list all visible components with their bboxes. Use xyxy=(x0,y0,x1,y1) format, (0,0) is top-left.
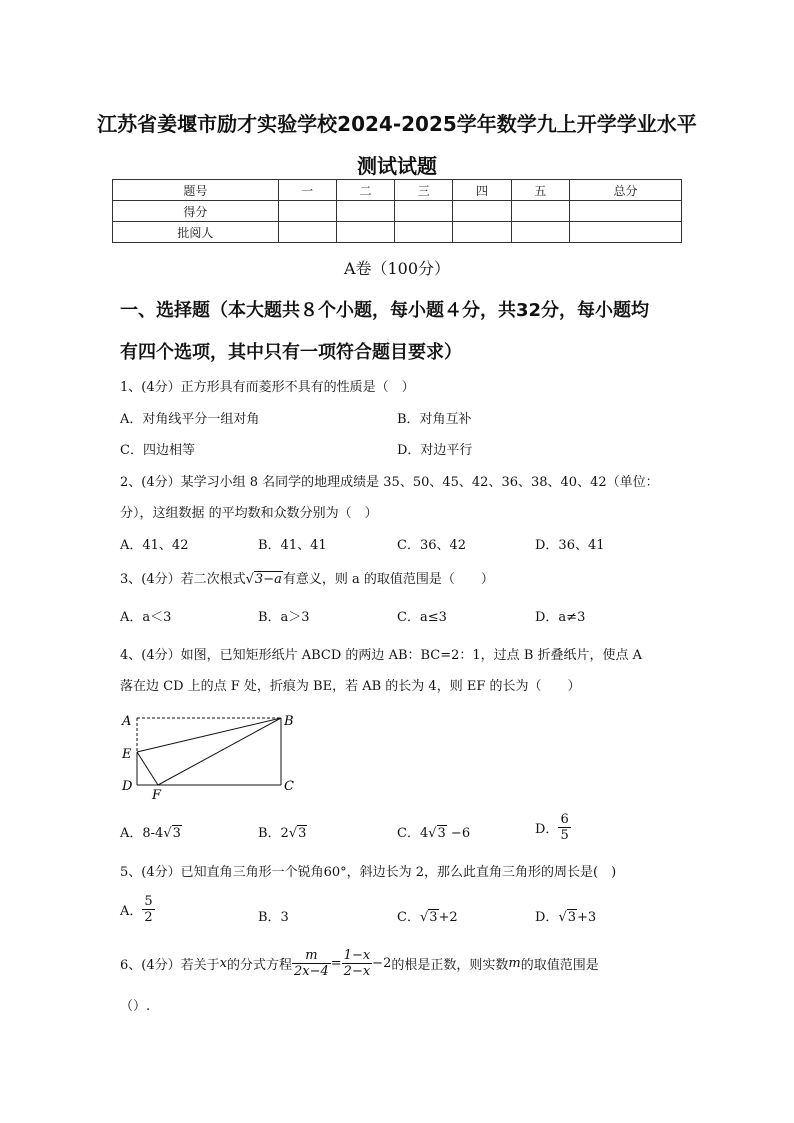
sqrt-symbol: √ xyxy=(558,910,567,925)
score-table-cell xyxy=(278,201,336,222)
q6-stem xyxy=(120,948,599,979)
q2-option-a: A．41、42 xyxy=(120,538,189,553)
q1-stem: 1、(4分）正方形具有而菱形不具有的性质是（ ） xyxy=(120,380,415,395)
q5-a-fraction xyxy=(142,894,154,925)
score-table-cell xyxy=(395,222,453,243)
q5-a-text: A． xyxy=(120,904,143,919)
q1-option-d: D．对边平行 xyxy=(397,443,473,458)
q2-stem-line2: 分），这组数据 的平均数和众数分别为（ ） xyxy=(120,506,378,521)
sqrt-symbol: √ xyxy=(428,826,437,841)
q3-option-b: B．a＞3 xyxy=(258,610,310,625)
score-table-header-row xyxy=(113,180,682,201)
q6-equals: = xyxy=(330,956,342,971)
q6-minus-two: −2 xyxy=(372,956,392,971)
fig-label-f: F xyxy=(152,788,162,802)
score-table-cell: 批阅人 xyxy=(113,222,279,243)
fig-label-d: D xyxy=(122,779,133,794)
q4-option-b xyxy=(258,822,307,841)
q1-option-a: A．对角线平分一组对角 xyxy=(120,412,260,427)
score-table xyxy=(112,179,682,243)
q5-option-d xyxy=(535,906,596,925)
q1-option-b: B．对角互补 xyxy=(397,412,472,427)
sqrt-symbol: √ xyxy=(288,826,298,841)
doc-title-line2: 测试试题 xyxy=(357,154,437,178)
score-table-cell: 二 xyxy=(336,180,394,201)
q4-option-a xyxy=(120,822,182,841)
score-table-cell xyxy=(395,201,453,222)
q5-option-a xyxy=(120,894,155,925)
sqrt-symbol: √ xyxy=(419,910,429,925)
q4-option-c xyxy=(397,822,470,841)
q3-option-a: A．a＜3 xyxy=(120,610,172,625)
q5-option-c xyxy=(397,906,458,925)
q5-d-post: +3 xyxy=(577,910,597,925)
score-table-cell xyxy=(569,222,681,243)
q4-b-text: B．2 xyxy=(258,826,289,841)
q4-a-text: A．8-4 xyxy=(120,826,164,841)
frac-denominator: 2−x xyxy=(343,964,371,979)
doc-title-line1: 江苏省姜堰市励才实验学校2024-2025学年数学九上开学学业水平 xyxy=(97,112,697,136)
q3-stem-post: 有意义，则 a 的取值范围是（ ） xyxy=(282,572,494,587)
score-table-cell xyxy=(453,222,511,243)
q4-stem-line1: 4、(4分）如图，已知矩形纸片 ABCD 的两边 AB：BC=2：1，过点 B 折叠纸片，使点 A xyxy=(120,648,643,663)
section-a-title: A卷（100分） xyxy=(343,259,451,278)
q6-var-x: x xyxy=(219,956,227,971)
frac-numerator: 6 xyxy=(560,812,569,827)
score-table-cell: 一 xyxy=(278,180,336,201)
q4-figure xyxy=(118,710,308,802)
score-table-cell xyxy=(569,201,681,222)
q6-stem-mid2: 的根是正数，则实数 xyxy=(391,958,509,973)
fig-label-c: C xyxy=(284,779,294,794)
q6-stem-pre: 6、(4分）若关于 xyxy=(120,958,220,973)
q4-d-fraction xyxy=(558,812,570,843)
q4-option-d xyxy=(535,812,571,843)
q4-c-post: −6 xyxy=(446,826,471,841)
fig-label-b: B xyxy=(284,714,294,729)
q5-option-b: B．3 xyxy=(258,910,289,925)
sqrt-symbol: √ xyxy=(163,826,172,841)
q2-option-b: B．41、41 xyxy=(258,538,327,553)
frac-denominator: 5 xyxy=(560,828,569,843)
sqrt-symbol: √ xyxy=(245,572,254,587)
fig-label-e: E xyxy=(122,747,132,762)
q3-stem xyxy=(120,568,494,587)
frac-numerator: 1−x xyxy=(343,948,371,963)
q3-option-c: C．a≤3 xyxy=(397,610,447,625)
part1-heading-line1: 一、选择题（本大题共８个小题，每小题４分，共32分，每小题均 xyxy=(120,300,650,321)
score-table-cell xyxy=(453,201,511,222)
q5-d-text: D． xyxy=(535,910,559,925)
score-table-cell xyxy=(336,201,394,222)
frac-denominator: 2x−4 xyxy=(293,964,329,979)
score-table-cell: 得分 xyxy=(113,201,279,222)
q3-stem-pre: 3、(4分）若二次根式 xyxy=(120,572,246,587)
frac-denominator: 2 xyxy=(144,910,153,925)
q4-b-radicand: 3 xyxy=(298,826,307,841)
q5-c-radicand: 3 xyxy=(429,910,438,925)
score-table-cell: 题号 xyxy=(113,180,279,201)
fig-line-bf xyxy=(158,718,281,785)
q6-stem-post: 的取值范围是 xyxy=(520,958,599,973)
q2-stem-line1: 2、(4分）某学习小组 8 名同学的地理成绩是 35、50、45、42、36、38、40、42（单位： xyxy=(120,475,659,490)
fig-label-a: A xyxy=(122,714,132,729)
q6-var-m: m xyxy=(508,956,521,971)
q1-option-c: C．四边相等 xyxy=(120,443,195,458)
score-table-cell: 三 xyxy=(395,180,453,201)
q4-c-text: C．4 xyxy=(397,826,429,841)
q3-option-d: D．a≠3 xyxy=(535,610,586,625)
q5-c-text: C． xyxy=(397,910,420,925)
q6-fraction-left xyxy=(292,948,331,979)
fig-line-ef xyxy=(137,752,158,785)
q2-option-d: D．36、41 xyxy=(535,538,605,553)
q6-stem-line2: （）. xyxy=(120,999,151,1014)
q6-fraction-right xyxy=(342,948,373,979)
score-table-cell xyxy=(511,222,569,243)
q5-d-radicand: 3 xyxy=(567,910,577,925)
q3-radicand: 3−a xyxy=(254,572,282,587)
q5-stem: 5、(4分）已知直角三角形一个锐角60°，斜边长为 2，那么此直角三角形的周长是( ) xyxy=(120,865,617,880)
frac-numerator: 5 xyxy=(144,894,153,909)
score-table-cell xyxy=(511,201,569,222)
score-table-cell: 总分 xyxy=(569,180,681,201)
score-table-cell xyxy=(278,222,336,243)
score-table-reviewer-row xyxy=(113,222,682,243)
q2-option-c: C．36、42 xyxy=(397,538,467,553)
q4-c-radicand: 3 xyxy=(437,826,446,841)
q6-stem-mid1: 的分式方程 xyxy=(226,958,292,973)
q4-d-text: D． xyxy=(535,822,559,837)
q4-a-radicand: 3 xyxy=(172,826,181,841)
score-table-cell: 五 xyxy=(511,180,569,201)
frac-numerator: m xyxy=(292,948,331,964)
score-table-cell: 四 xyxy=(453,180,511,201)
fig-crease-be xyxy=(137,718,281,752)
score-table-score-row xyxy=(113,201,682,222)
q5-c-post: +2 xyxy=(438,910,458,925)
score-table-cell xyxy=(336,222,394,243)
q4-stem-line2: 落在边 CD 上的点 F 处，折痕为 BE，若 AB 的长为 4，则 EF 的长为（ ） xyxy=(120,679,581,694)
part1-heading-line2: 有四个选项，其中只有一项符合题目要求） xyxy=(120,342,462,363)
